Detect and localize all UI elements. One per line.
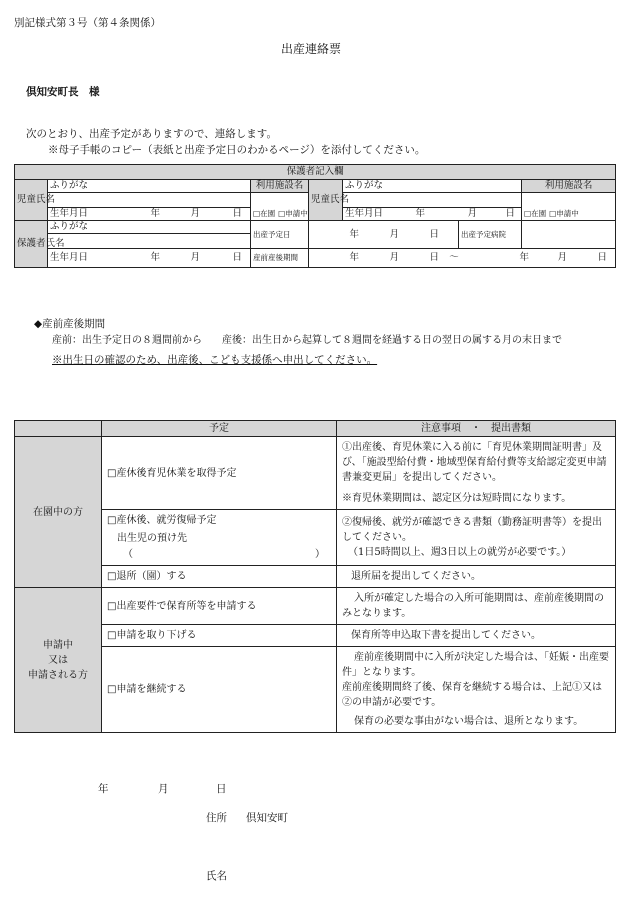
plan-table [14, 420, 616, 733]
guardian-birth-field[interactable]: 生年月日 年 月 日 [48, 249, 251, 268]
plan-item[interactable]: □産休後育児休業を取得予定 [102, 437, 337, 510]
birth-notice: ※出生日の確認のため、出産後、こども支援係へ申出してください。 [52, 354, 378, 366]
period-heading: ◆産前産後期間 [34, 318, 106, 330]
attach-note: ※母子手帳のコピー（表紙と出産予定日のわかるページ）を添付してください。 [48, 144, 426, 156]
in-school-checkbox-1[interactable]: □在園 [253, 209, 276, 218]
hospital-label: 出産予定病院 [459, 221, 522, 249]
due-date-label: 出産予定日 [251, 221, 309, 249]
intro-text: 次のとおり、出産予定がありますので、連絡します。 [26, 128, 277, 140]
section-title: 保護者記入欄 [15, 165, 616, 180]
period-field[interactable]: 年 月 日 〜 年 月 日 [309, 249, 616, 268]
group-enrolled: 在園中の方 [15, 437, 102, 588]
child-name-label-1: 児童氏名 [15, 180, 48, 221]
form-number: 別記様式第３号（第４条関係） [14, 17, 161, 29]
guardian-table [14, 164, 616, 268]
footer-year: 年 [98, 783, 109, 795]
facility-label-2: 利用施設名 [522, 180, 616, 193]
applying-checkbox-1[interactable]: □申請中 [278, 209, 308, 218]
recipient: 倶知安町長 様 [26, 86, 100, 98]
plan-item[interactable]: □申請を取り下げる [102, 625, 337, 647]
name-label: 氏名 [206, 870, 227, 882]
plan-notes: 産前産後期間中に入所が決定した場合は、「妊娠・出産要件」となります。 産前産後期間終了後、保育を継続する場合は、上記①又は②の申請が必要です。 保育の必要な事由がない場合は、退所となります。 [337, 647, 616, 733]
address-town: 倶知安町 [246, 812, 288, 824]
child-birth-field-2[interactable]: 生年月日 年 月 日 [343, 208, 522, 221]
plan-notes: ①出産後、育児休業に入る前に「育児休業期間証明書」及び、「施設型給付費・地域型保育給付費等支給認定変更申請書兼変更届」を提出してください。 ※育児休業期間は、認定区分は短時間になります。 [337, 437, 616, 510]
plan-item[interactable]: □申請を継続する [102, 647, 337, 733]
col-notes-header: 注意事項 ・ 提出書類 [337, 421, 616, 437]
plan-item[interactable]: □退所（園）する [102, 566, 337, 588]
child-furigana-2[interactable]: ふりがな [343, 180, 522, 193]
plan-notes: 退所届を提出してください。 [337, 566, 616, 588]
child-name-field-1[interactable] [48, 193, 251, 208]
applying-checkbox-2[interactable]: □申請中 [549, 209, 579, 218]
page-title: 出産連絡票 [281, 42, 342, 56]
col-plan-header: 予定 [102, 421, 337, 437]
guardian-furigana[interactable]: ふりがな [48, 221, 251, 234]
guardian-name-field[interactable] [48, 234, 251, 249]
address-label: 住所 [206, 812, 227, 824]
plan-notes: 入所が確定した場合の入所可能期間は、産前産後期間のみとなります。 [337, 588, 616, 625]
in-school-checkbox-2[interactable]: □在園 [524, 209, 547, 218]
child-name-label-2: 児童氏名 [309, 180, 343, 221]
period-detail: 産前：出生予定日の８週間前から 産後：出生日から起算して８週間を経過する日の翌日の属する月の末日まで [52, 335, 562, 346]
group-applying: 申請中 又は 申請される方 [15, 588, 102, 733]
child-furigana-1[interactable]: ふりがな [48, 180, 251, 193]
facility-field-1[interactable] [251, 193, 309, 221]
footer-month: 月 [158, 783, 169, 795]
plan-notes: 保育所等申込取下書を提出してください。 [337, 625, 616, 647]
plan-item[interactable]: □産休後、就労復帰予定 出生児の預け先 （ ） [102, 510, 337, 566]
facility-label-1: 利用施設名 [251, 180, 309, 193]
footer-day: 日 [216, 783, 227, 795]
child-birth-field-1[interactable]: 生年月日 年 月 日 [48, 208, 251, 221]
period-label: 産前産後期間 [251, 249, 309, 268]
plan-table-empty-header [15, 421, 102, 437]
plan-notes: ②復帰後、就労が確認できる書類（勤務証明書等）を提出してください。 （1日5時間以上、週3日以上の就労が必要です。） [337, 510, 616, 566]
child-name-field-2[interactable] [343, 193, 522, 208]
hospital-field[interactable] [522, 221, 616, 249]
plan-item[interactable]: □出産要件で保育所等を申請する [102, 588, 337, 625]
due-date-field[interactable]: 年 月 日 [309, 221, 459, 249]
guardian-name-label: 保護者氏名 [15, 221, 48, 268]
facility-field-2[interactable] [522, 193, 616, 221]
